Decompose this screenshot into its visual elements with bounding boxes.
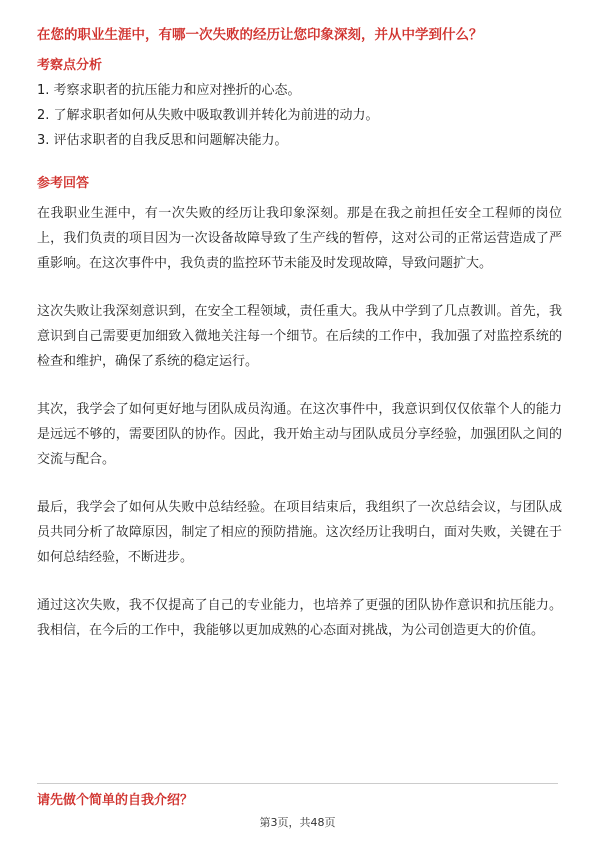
list-item: 3. 评估求职者的自我反思和问题解决能力。 bbox=[37, 133, 288, 148]
analysis-heading: 考察点分析 bbox=[37, 58, 103, 73]
list-item: 2. 了解求职者如何从失败中吸取教训并转化为前进的动力。 bbox=[37, 108, 379, 123]
analysis-list bbox=[37, 82, 567, 157]
next-question-title: 请先做个简单的自我介绍？ bbox=[37, 793, 194, 808]
page-footer: 第3页，共48页 bbox=[259, 816, 336, 829]
section-divider bbox=[37, 783, 558, 784]
question-title: 在您的职业生涯中，有哪一次失败的经历让您印象深刻，并从中学到什么？ bbox=[37, 27, 483, 43]
answer-paragraph: 其次，我学会了如何更好地与团队成员沟通。在这次事件中，我意识到仅仅依靠个人的能力是远远不够的，需要团队的协作。因此，我开始主动与团队成员分享经验，加强团队之间的交流与配合。 bbox=[37, 402, 562, 467]
answer-paragraph: 最后，我学会了如何从失败中总结经验。在项目结束后，我组织了一次总结会议，与团队成员共同分析了故障原因，制定了相应的预防措施。这次经历让我明白，面对失败，关键在于如何总结经验，不断进步。 bbox=[37, 500, 562, 565]
answer-paragraph: 在我职业生涯中，有一次失败的经历让我印象深刻。那是在我之前担任安全工程师的岗位上，我们负责的项目因为一次设备故障导致了生产线的暂停，这对公司的正常运营造成了严重影响。在这次事件中，我负责的监控环节未能及时发现故障，导致问题扩大。 bbox=[37, 206, 562, 271]
answer-heading: 参考回答 bbox=[37, 176, 90, 191]
answer-body bbox=[37, 201, 562, 666]
answer-paragraph: 通过这次失败，我不仅提高了自己的专业能力，也培养了更强的团队协作意识和抗压能力。我相信，在今后的工作中，我能够以更加成熟的心态面对挑战，为公司创造更大的价值。 bbox=[37, 598, 562, 638]
answer-paragraph: 这次失败让我深刻意识到，在安全工程领域，责任重大。我从中学到了几点教训。首先，我意识到自己需要更加细致入微地关注每一个细节。在后续的工作中，我加强了对监控系统的检查和维护，确保了系统的稳定运行。 bbox=[37, 304, 562, 369]
list-item: 1. 考察求职者的抗压能力和应对挫折的心态。 bbox=[37, 83, 301, 98]
